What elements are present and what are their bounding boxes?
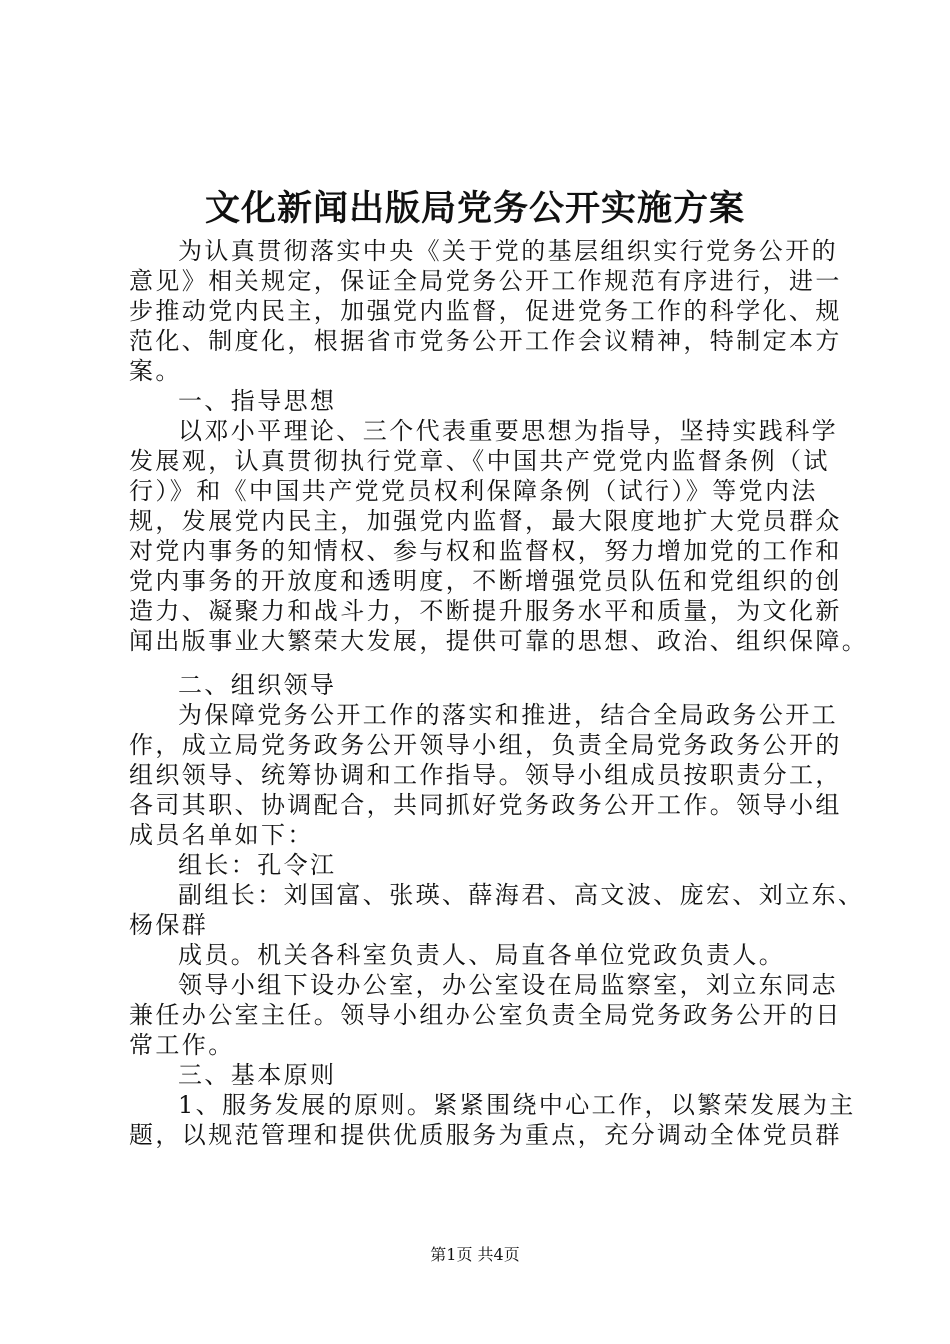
paragraph-line: 发展观，认真贯彻执行党章、《中国共产党党内监督条例（试 [129, 447, 830, 475]
paragraph-line: 副组长：刘国富、张瑛、薛海君、高文波、庞宏、刘立东、 [178, 881, 865, 909]
section-heading: 二、组织领导 [178, 671, 337, 699]
paragraph-line: 组织领导、统筹协调和工作指导。领导小组成员按职责分工， [129, 761, 842, 789]
paragraph-line: 闻出版事业大繁荣大发展，提供可靠的思想、政治、组织保障。 [129, 627, 869, 655]
document-title: 文化新闻出版局党务公开实施方案 [204, 188, 745, 229]
paragraph-line: 意见》相关规定，保证全局党务公开工作规范有序进行，进一 [129, 267, 842, 295]
paragraph-line: 为认真贯彻落实中央《关于党的基层组织实行党务公开的 [178, 237, 838, 265]
paragraph-line: 各司其职、协调配合，共同抓好党务政务公开工作。领导小组 [129, 791, 842, 819]
paragraph-gap [129, 656, 841, 670]
paragraph-line: 成员。机关各科室负责人、局直各单位党政负责人。 [178, 941, 786, 969]
paragraph-line: 常工作。 [129, 1031, 235, 1059]
paragraph-line: 步推动党内民主，加强党内监督，促进党务工作的科学化、规 [129, 297, 842, 325]
paragraph-line: 以邓小平理论、三个代表重要思想为指导，坚持实践科学 [178, 417, 838, 445]
paragraph-line: 杨保群 [129, 911, 209, 939]
paragraph-line: 案。 [129, 357, 182, 385]
paragraph-line: 成员名单如下： [129, 821, 314, 849]
paragraph-line: 兼任办公室主任。领导小组办公室负责全局党务政务公开的日 [129, 1001, 842, 1029]
paragraph-line: 组长：孔令江 [178, 851, 337, 879]
paragraph-line: 1、服务发展的原则。紧紧围绕中心工作，以繁荣发展为主 [178, 1091, 856, 1119]
paragraph-line: 造力、凝聚力和战斗力，不断提升服务水平和质量，为文化新 [129, 597, 842, 625]
paragraph-line: 行）》和《中国共产党党员权利保障条例（试行）》等党内法 [129, 477, 818, 505]
paragraph-line: 对党内事务的知情权、参与权和监督权，努力增加党的工作和 [129, 537, 842, 565]
paragraph-line: 党内事务的开放度和透明度，不断增强党员队伍和党组织的创 [129, 567, 842, 595]
page-footer: 第1页 共4页 [430, 1245, 520, 1264]
section-heading: 三、基本原则 [178, 1061, 337, 1089]
paragraph-line: 领导小组下设办公室，办公室设在局监察室，刘立东同志 [178, 971, 838, 999]
paragraph-line: 为保障党务公开工作的落实和推进，结合全局政务公开工 [178, 701, 838, 729]
paragraph-line: 范化、制度化，根据省市党务公开工作会议精神，特制定本方 [129, 327, 842, 355]
paragraph-line: 题，以规范管理和提供优质服务为重点，充分调动全体党员群 [129, 1121, 842, 1149]
section-heading: 一、指导思想 [178, 387, 337, 415]
paragraph-line: 规，发展党内民主，加强党内监督，最大限度地扩大党员群众 [129, 507, 842, 535]
document-body [129, 236, 869, 1150]
paragraph-line: 作，成立局党务政务公开领导小组，负责全局党务政务公开的 [129, 731, 842, 759]
